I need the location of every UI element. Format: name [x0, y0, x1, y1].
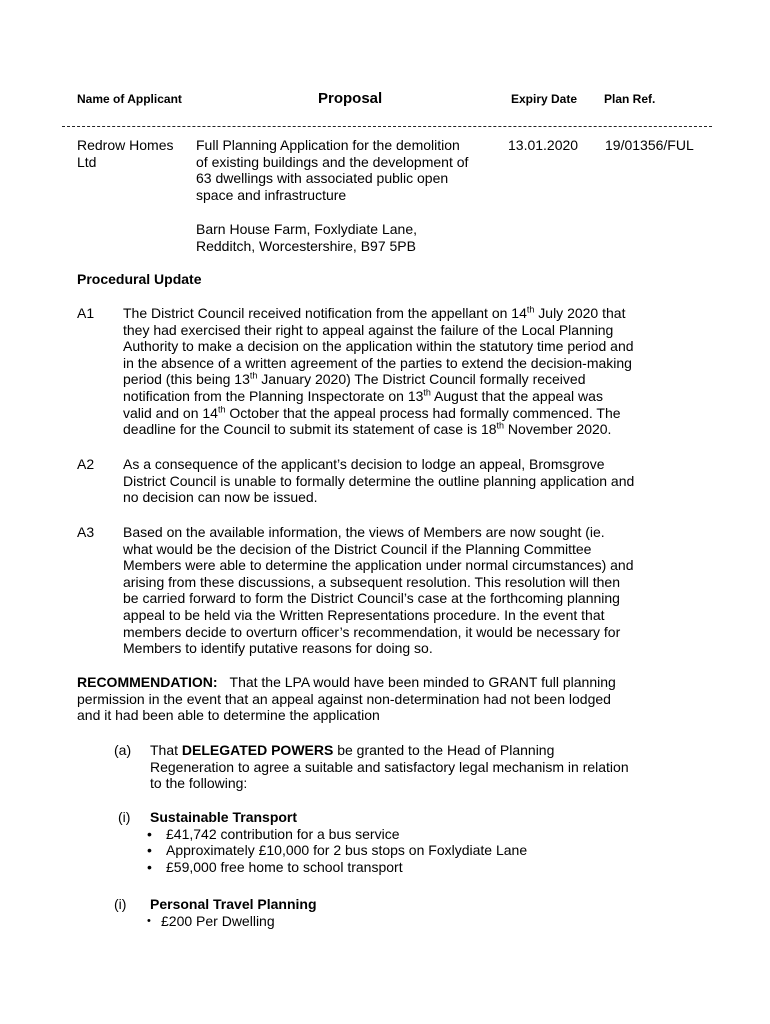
recommendation-line: permission in the event that an appeal against non-determination had not been lodged: [77, 690, 611, 707]
personal-travel-heading: Personal Travel Planning: [150, 896, 317, 912]
a3-line: arising from these discussions, a subsequent resolution. This resolution will then: [123, 573, 620, 590]
paragraph-a2: [123, 456, 705, 506]
proposal-description: [196, 137, 506, 203]
a3-line: be carried forward to form the District Council’s case at the forthcoming planning: [123, 590, 620, 607]
personal-travel-section: [147, 896, 710, 929]
site-address: [196, 221, 506, 254]
applicant-line: Ltd: [77, 153, 97, 170]
applicant-name: [77, 137, 173, 170]
bullet-icon: •: [147, 842, 152, 859]
delegated-line: That DELEGATED POWERS be granted to the Head of Planning: [150, 742, 555, 758]
address-line: Redditch, Worcestershire, B97 5PB: [196, 237, 416, 254]
item-label-i: (i): [118, 809, 131, 825]
list-item: • £200 Per Dwelling: [147, 912, 275, 929]
a3-line: Based on the available information, the views of Members are now sought (ie.: [123, 524, 605, 540]
a1-line: period (this being 13th January 2020) The District Council formally received: [123, 370, 586, 388]
expiry-date-value: 13.01.2020: [508, 137, 579, 153]
paragraph-number-a1: A1: [77, 305, 95, 321]
a1-line: valid and on 14th October that the appeal process had formally commenced. The: [123, 403, 621, 421]
a3-line: appeal to be held via the Written Representations procedure. In the event that: [123, 606, 605, 623]
a1-line: in the absence of a written agreement of the parties to extend the decision-making: [123, 354, 632, 371]
sustainable-transport-section: [147, 809, 710, 875]
paragraph-number-a2: A2: [77, 456, 95, 472]
a1-line: Authority to make a decision on the application within the statutory time period and: [123, 338, 634, 355]
a3-line: members decide to overturn officer’s recommendation, it would be necessary for: [123, 623, 621, 640]
a1-line: notification from the Planning Inspectorate on 13th August that the appeal was: [123, 387, 603, 404]
sustainable-transport-heading: Sustainable Transport: [150, 809, 298, 825]
a1-line: they had exercised their right to appeal against the failure of the Local Planning: [123, 321, 614, 338]
recommendation-line: RECOMMENDATION: That the LPA would have been minded to GRANT full planning: [77, 674, 616, 690]
a2-line: no decision can now be issued.: [123, 489, 318, 506]
list-item: • £59,000 free home to school transport: [147, 858, 403, 875]
a3-line: what would be the decision of the District Council if the Planning Committee: [123, 540, 592, 557]
address-line: Barn House Farm, Foxlydiate Lane,: [196, 221, 417, 237]
item-label-i: (i): [114, 896, 127, 912]
column-header-plan-ref: Plan Ref.: [604, 92, 656, 106]
item-label-a: (a): [114, 742, 132, 758]
column-header-applicant: Name of Applicant: [77, 92, 182, 106]
delegated-line: Regeneration to agree a suitable and satisfactory legal mechanism in relation: [150, 758, 629, 775]
header-divider: [62, 126, 712, 127]
recommendation-label: RECOMMENDATION:: [77, 674, 218, 690]
delegated-powers-clause: [150, 742, 710, 792]
recommendation-line: and it had been able to determine the application: [77, 707, 380, 724]
proposal-line: of existing buildings and the development of: [196, 153, 469, 170]
proposal-line: 63 dwellings with associated public open: [196, 170, 449, 187]
paragraph-a1: [123, 305, 705, 438]
sustainable-transport-list: [147, 826, 710, 876]
plan-ref-value: 19/01356/FUL: [605, 137, 694, 153]
list-item: • Approximately £10,000 for 2 bus stops on Foxlydiate Lane: [147, 842, 528, 859]
procedural-update-heading: Procedural Update: [77, 271, 202, 287]
personal-travel-list: [147, 913, 710, 930]
bullet-icon: •: [147, 914, 151, 927]
bullet-icon: •: [147, 858, 152, 875]
a2-line: As a consequence of the applicant’s decision to lodge an appeal, Bromsgrove: [123, 456, 605, 472]
applicant-line: Redrow Homes: [77, 137, 174, 153]
a3-line: Members were able to determine the application under normal circumstances) and: [123, 557, 634, 574]
proposal-line: Full Planning Application for the demolition: [196, 137, 460, 153]
a2-line: District Council is unable to formally determine the outline planning application and: [123, 472, 635, 489]
paragraph-a3: [123, 524, 705, 657]
a1-line: The District Council received notification from the appellant on 14th July 2020 that: [123, 304, 626, 321]
list-item: • £41,742 contribution for a bus service: [147, 825, 400, 842]
paragraph-number-a3: A3: [77, 524, 95, 540]
bullet-icon: •: [147, 825, 152, 842]
a1-line: deadline for the Council to submit its statement of case is 18th November 2020.: [123, 420, 612, 438]
column-header-expiry-date: Expiry Date: [511, 92, 578, 106]
column-header-proposal: Proposal: [318, 90, 383, 107]
proposal-line: space and infrastructure: [196, 186, 347, 203]
delegated-line: to the following:: [150, 775, 248, 792]
a3-line: Members to identify putative reasons for doing so.: [123, 640, 433, 657]
recommendation: [77, 674, 707, 724]
